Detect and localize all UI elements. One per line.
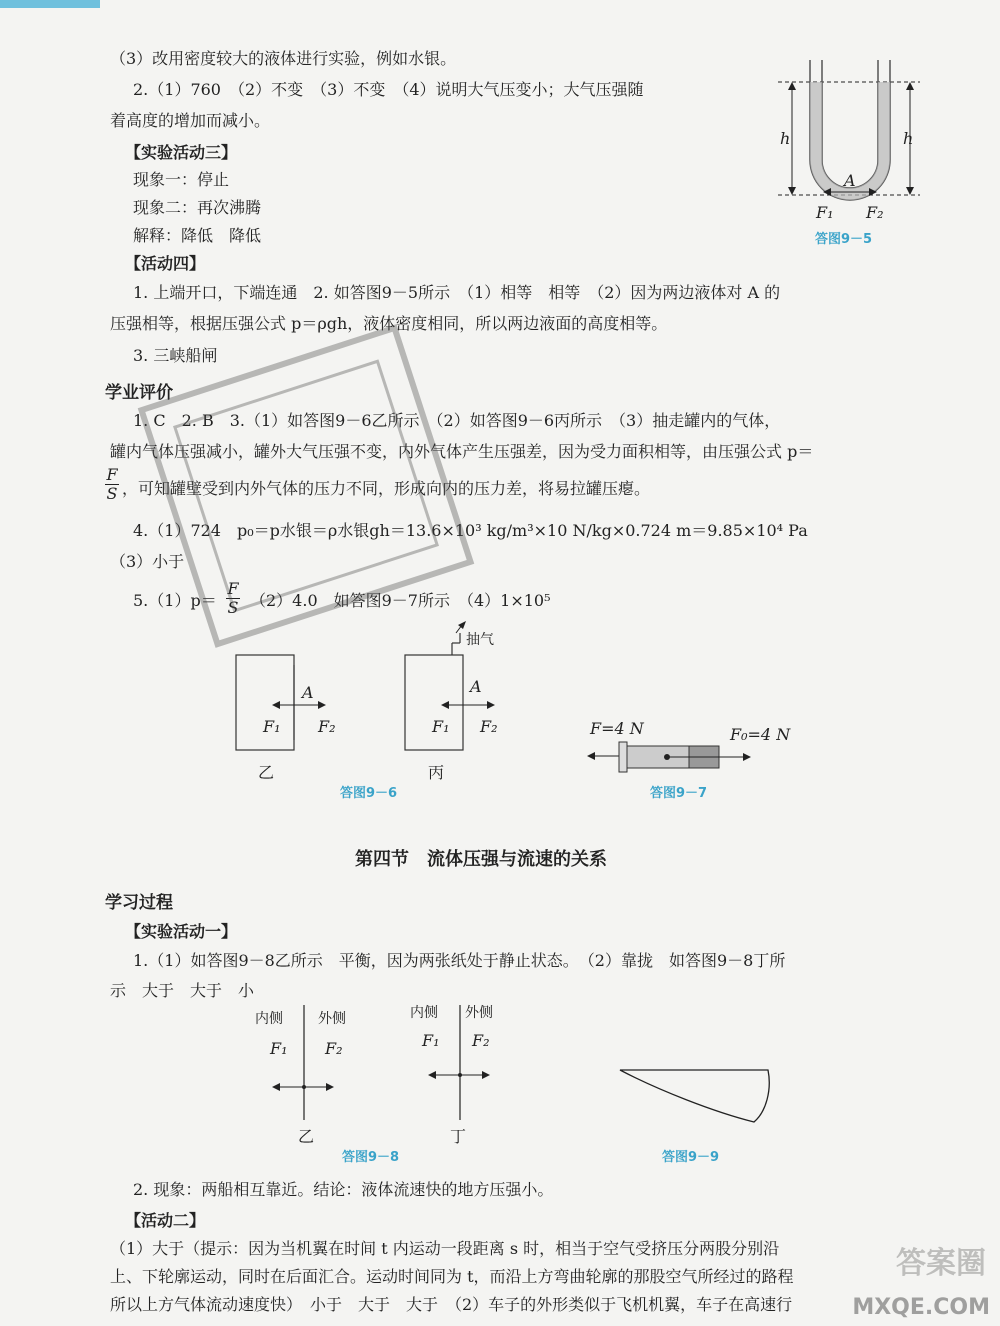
label-f1: F₁: [816, 203, 834, 222]
label-f2: F₂: [866, 203, 884, 222]
figure-9-8-paper-forces: [260, 1005, 510, 1135]
text-line: 1. C 2. B 3.（1）如答图9－6乙所示 （2）如答图9－6丙所示 （3）抽走罐内的气体，: [133, 411, 781, 430]
heading-learning-process: 学习过程: [105, 893, 173, 913]
watermark-text: MXQE.COM: [852, 1295, 990, 1320]
label-force-left: F=4 N: [590, 719, 644, 738]
caption-fig-9-5: 答图9－5: [815, 232, 873, 247]
label-f2: F₂: [318, 717, 336, 736]
text-line: 4.（1）724 p₀＝p水银＝ρ水银gh＝13.6×10³ kg/m³×10 N/kg×0.724 m＝9.85×10⁴ Pa: [133, 521, 808, 540]
label-inner-side: 内侧: [255, 1011, 283, 1027]
fraction-denominator: S: [106, 484, 118, 503]
caption-fig-9-9: 答图9－9: [662, 1150, 720, 1165]
label-force-right: F₀=4 N: [730, 725, 791, 744]
fraction-f-over-s: [105, 466, 119, 503]
text-line: 所以上方气体流动速度快） 小于 大于 大于 （2）车子的外形类似于飞机机翼，车子在高速行: [110, 1295, 793, 1314]
caption-fig-9-6: 答图9－6: [340, 786, 398, 801]
watermark-logo: 答案圈: [896, 1246, 986, 1281]
text-line: 5.（1）p＝: [133, 591, 217, 610]
label-outer-side: 外侧: [465, 1005, 493, 1021]
label-f2: F₂: [480, 717, 498, 736]
label-pump-air: 抽气: [466, 632, 494, 648]
section-title: 第四节 流体压强与流速的关系: [355, 849, 607, 870]
text-line: 1. 上端开口，下端连通 2. 如答图9－5所示 （1）相等 相等 （2）因为两边液体对 A 的: [133, 283, 781, 302]
label-a: A: [470, 677, 482, 696]
text-line: 解释：降低 降低: [133, 226, 262, 245]
subheading-experiment-3: 【实验活动三】: [125, 143, 238, 162]
label-f1: F₁: [422, 1031, 440, 1050]
caption-fig-9-8: 答图9－8: [342, 1150, 400, 1165]
text-line: 2. 现象：两船相互靠近。结论：液体流速快的地方压强小。: [133, 1180, 554, 1199]
label-yi: 乙: [258, 763, 275, 782]
text-line: 示 大于 大于 小: [110, 981, 255, 1000]
label-ding: 丁: [450, 1127, 467, 1146]
figure-9-9-wing: [618, 1060, 778, 1130]
label-f1: F₁: [432, 717, 450, 736]
figure-9-7-syringe: [585, 740, 765, 780]
text-line: 压强相等，根据压强公式 p＝ρgh，液体密度相同，所以两边液面的高度相等。: [110, 314, 668, 333]
text-line: 3. 三峡船闸: [133, 346, 218, 365]
label-f2: F₂: [472, 1031, 490, 1050]
label-bing: 丙: [428, 763, 445, 782]
text-line: 现象一：停止: [133, 170, 230, 189]
text-line: （3）小于: [110, 552, 185, 571]
subheading-experiment-1: 【实验活动一】: [125, 922, 238, 941]
text-line: 2.（1）760 （2）不变 （3）不变 （4）说明大气压变小；大气压强随: [133, 80, 644, 99]
text-line: 着高度的增加而减小。: [110, 111, 271, 130]
stamp-inner-border: [173, 359, 439, 612]
text-line: ，可知罐壁受到内外气体的压力不同，形成向内的压力差，将易拉罐压瘪。: [122, 479, 651, 498]
label-f1: F₁: [263, 717, 281, 736]
caption-fig-9-7: 答图9－7: [650, 786, 708, 801]
label-outer-side: 外侧: [318, 1011, 346, 1027]
label-inner-side: 内侧: [410, 1005, 438, 1021]
label-yi: 乙: [298, 1127, 315, 1146]
text-line: 罐内气体压强减小，罐外大气压强不变，内外气体产生压强差，因为受力面积相等，由压强公式 p＝: [110, 442, 814, 461]
text-line: 上、下轮廓运动，同时在后面汇合。运动时间同为 t，而沿上方弯曲轮廓的那股空气所经过的路程: [110, 1267, 794, 1286]
label-f2: F₂: [325, 1039, 343, 1058]
label-h-right: h: [903, 129, 914, 148]
text-line: （2）4.0 如答图9－7所示 （4）1×10⁵: [250, 591, 551, 610]
fraction-numerator: F: [106, 465, 118, 484]
label-a: A: [302, 683, 314, 702]
subheading-activity-4: 【活动四】: [125, 254, 206, 273]
heading-academic-evaluation: 学业评价: [105, 383, 173, 403]
figure-9-5-u-tube: [770, 60, 930, 240]
text-line: （1）大于（提示：因为当机翼在时间 t 内运动一段距离 s 时，相当于空气受挤压分两股分别沿: [110, 1239, 780, 1258]
corner-accent: [0, 0, 100, 8]
label-a: A: [844, 171, 856, 190]
subheading-activity-2: 【活动二】: [125, 1211, 206, 1230]
text-line: 现象二：再次沸腾: [133, 198, 262, 217]
label-f1: F₁: [270, 1039, 288, 1058]
fraction-numerator: F: [227, 579, 239, 598]
text-line: 1.（1）如答图9－8乙所示 平衡，因为两张纸处于静止状态。 （2）靠拢 如答图9－8丁所: [133, 951, 786, 970]
label-h-left: h: [780, 129, 791, 148]
fraction-denominator: S: [227, 598, 239, 617]
text-line: （3）改用密度较大的液体进行实验，例如水银。: [110, 49, 457, 68]
